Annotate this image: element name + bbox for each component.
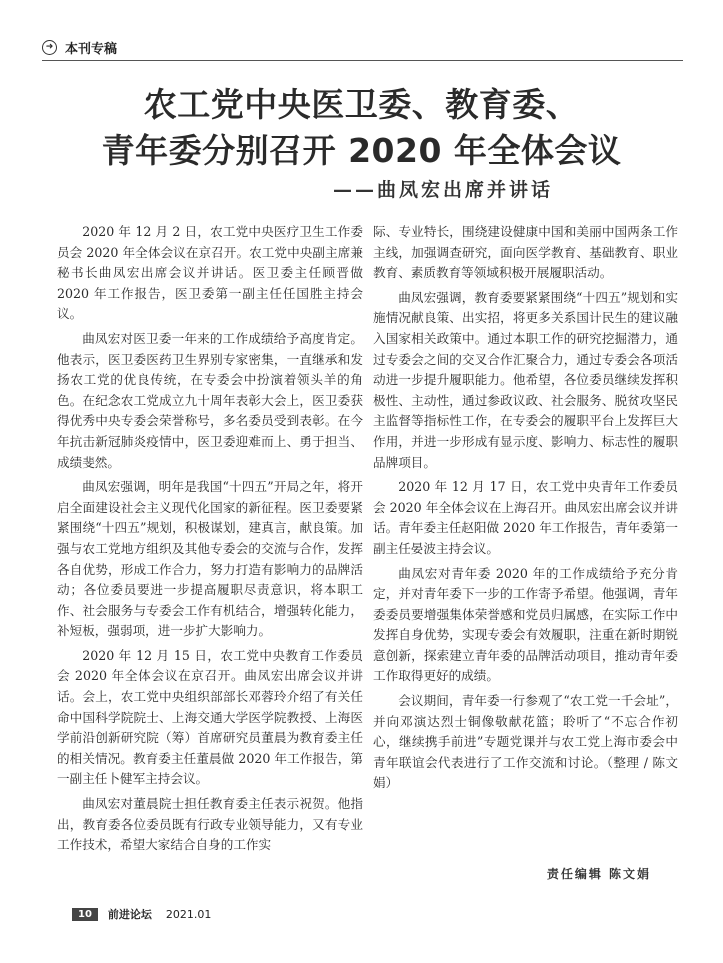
paragraph: 2020 年 12 月 15 日，农工党中央教育工作委员会 2020 年全体会议在京召开。曲凤宏出席会议并讲话。会上，农工党中央组织部部长邓蓉玲介绍了有关任命中国科学院院士、上海交通大学医学院教授、上海医学前沿创新研究院（筹）首席研究员董晨为教育委主任的相关情况。教育委主任董晨做 2020 年工作报告，第一副主任卜健军主持会议。 (57, 647, 363, 787)
paragraph: 曲凤宏对青年委 2020 年的工作成绩给予充分肯定，并对青年委下一步的工作寄予希望。他强调，青年委委员要增强集体荣誉感和党员归属感，在实际工作中发挥自身优势，实现专委会有效履职，注重在新时期锐意创新，探索建立青年委的品牌活动项目，推动青年委工作取得更好的成绩。 (373, 565, 678, 684)
paragraph: 2020 年 12 月 2 日，农工党中央医疗卫生工作委员会 2020 年全体会议在京召开。农工党中央副主席兼秘书长曲凤宏出席会议并讲话。医卫委主任顾晋做 2020 年工作报告，医卫委第一副主任任国胜主持会议。 (57, 224, 363, 322)
article-title (0, 82, 723, 174)
magazine-name: 前进论坛 (107, 908, 152, 921)
editor-credit: 责任编辑 陈文娟 (546, 867, 651, 881)
title-line-2: 青年委分别召开 2020 年全体会议 (101, 131, 622, 170)
section-label: 本刊专稿 (65, 41, 118, 57)
paragraph: 2020 年 12 月 17 日，农工党中央青年工作委员会 2020 年全体会议在上海召开。曲凤宏出席会议并讲话。青年委主任赵阳做 2020 年工作报告，青年委第一副主任晏波主持会议。 (373, 479, 678, 556)
paragraph: 际、专业特长，围绕建设健康中国和美丽中国两条工作主线，加强调查研究，面向医学教育、基础教育、职业教育、素质教育等领域积极开展履职活动。 (373, 224, 678, 281)
page-number: 10 (72, 908, 98, 921)
left-column (57, 222, 363, 860)
title-line-1: 农工党中央医卫委、教育委、 (143, 85, 580, 124)
article-subtitle: ——曲凤宏出席并讲话 (332, 179, 553, 201)
paragraph: 曲凤宏对医卫委一年来的工作成绩给予高度肯定。他表示，医卫委医药卫生界别专家密集，一直继承和发扬农工党的优良传统，在专委会中扮演着领头羊的角色。在纪念农工党成立九十周年表彰大会上，医卫委获得优秀中央专委会荣誉称号，多名委员受到表彰。在今年抗击新冠肺炎疫情中，医卫委迎难而上、勇于担当、成绩斐然。 (57, 330, 363, 470)
section-header (42, 38, 683, 61)
arrow-right-icon: ➜ (42, 40, 57, 55)
paragraph: 会议期间，青年委一行参观了“农工党一千会址”，并向邓演达烈士铜像敬献花篮；聆听了“不忘合作初心，继续携手前进”专题党课并与农工党上海市委会中青年联谊会代表进行了工作交流和讨论。（整理 / 陈文娟） (373, 693, 678, 791)
paragraph: 曲凤宏强调，教育委要紧紧围绕“十四五”规划和实施情况献良策、出实招，将更多关系国计民生的建议融入国家相关政策中。通过本职工作的研究挖掘潜力，通过专委会之间的交叉合作汇聚合力，通过专委会各项活动进一步提升履职能力。他希望，各位委员继续发挥积极性、主动性，通过参政议政、社会服务、脱贫攻坚民主监督等指标性工作，在专委会的履职平台上发挥巨大作用，并进一步形成有显示度、影响力、标志性的履职品牌项目。 (373, 289, 678, 470)
paragraph: 曲凤宏强调，明年是我国“十四五”开局之年，将开启全面建设社会主义现代化国家的新征程。医卫委要紧紧围绕“十四五”规划，积极谋划，建真言，献良策。加强与农工党地方组织及其他专委会的交流与合作，发挥各自优势，形成工作合力，努力打造有影响力的品牌活动；各位委员要进一步提高履职尽责意识，将本职工作、社会服务与专委会工作有机结合，增强转化能力，补短板，强弱项，进一步扩大影响力。 (57, 479, 363, 639)
paragraph: 曲凤宏对董晨院士担任教育委主任表示祝贺。他指出，教育委各位委员既有行政专业领导能力，又有专业工作技术，希望大家结合自身的工作实 (57, 796, 363, 853)
issue-number: 2021.01 (165, 907, 212, 921)
right-column (373, 222, 678, 798)
page-footer (72, 906, 211, 922)
